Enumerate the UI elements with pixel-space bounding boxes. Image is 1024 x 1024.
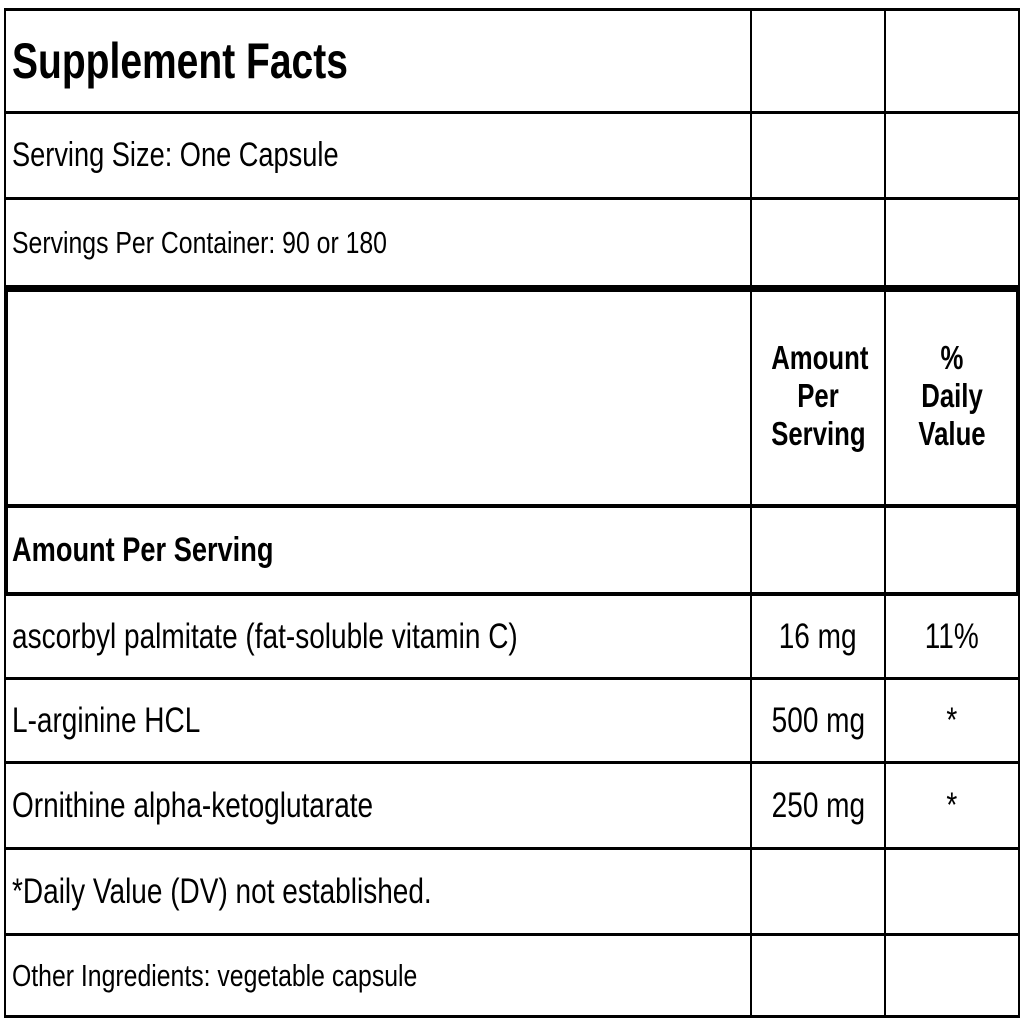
table-row xyxy=(4,596,1020,680)
title-row xyxy=(4,8,1020,114)
ingredient-amount: 250 mg xyxy=(771,785,865,825)
empty-cell xyxy=(752,508,886,593)
daily-value-header: % Daily Value xyxy=(918,339,986,452)
ingredient-amount-cell xyxy=(752,764,886,847)
supplement-facts-table xyxy=(4,8,1020,1018)
servings-per-container-cell xyxy=(6,200,752,285)
empty-cell xyxy=(886,11,1018,111)
empty-cell xyxy=(886,508,1018,593)
servings-per-container: Servings Per Container: 90 or 180 xyxy=(12,224,387,260)
ingredient-dv: * xyxy=(946,700,958,740)
ingredient-name-cell xyxy=(6,680,752,761)
other-ingredients-cell xyxy=(6,936,752,1015)
empty-cell xyxy=(752,936,886,1015)
ingredient-name: Ornithine alpha-ketoglutarate xyxy=(12,785,374,825)
other-ingredients: Other Ingredients: vegetable capsule xyxy=(12,957,418,993)
footnote-cell xyxy=(6,850,752,933)
daily-value-header-cell xyxy=(886,288,1018,504)
table-row xyxy=(4,764,1020,850)
footnote: *Daily Value (DV) not established. xyxy=(12,871,432,911)
ingredient-dv: 11% xyxy=(925,616,979,656)
amount-per-serving-header: Amount Per Serving xyxy=(771,339,869,452)
section-label: Amount Per Serving xyxy=(12,531,274,569)
other-ingredients-row xyxy=(4,936,1020,1018)
empty-cell xyxy=(752,11,886,111)
servings-per-container-row xyxy=(4,200,1020,288)
ingredient-amount-cell xyxy=(752,680,886,761)
empty-cell xyxy=(886,850,1018,933)
amount-header-cell xyxy=(752,288,886,504)
ingredient-name-cell xyxy=(6,764,752,847)
serving-size-row xyxy=(4,114,1020,200)
ingredient-dv-cell xyxy=(886,596,1018,677)
ingredient-amount: 16 mg xyxy=(779,616,857,656)
empty-cell xyxy=(886,200,1018,285)
empty-cell xyxy=(752,850,886,933)
column-header-row xyxy=(4,288,1020,508)
empty-cell xyxy=(752,114,886,197)
section-label-row xyxy=(4,508,1020,596)
ingredient-name: ascorbyl palmitate (fat-soluble vitamin C) xyxy=(12,616,518,656)
footnote-row xyxy=(4,850,1020,936)
empty-cell xyxy=(886,114,1018,197)
ingredient-amount: 500 mg xyxy=(771,700,865,740)
empty-cell xyxy=(886,936,1018,1015)
ingredient-name: L-arginine HCL xyxy=(12,700,201,740)
section-label-cell xyxy=(6,508,752,593)
ingredient-name-cell xyxy=(6,596,752,677)
empty-header-cell xyxy=(6,288,752,504)
empty-cell xyxy=(752,200,886,285)
serving-size-cell xyxy=(6,114,752,197)
title-cell xyxy=(6,11,752,111)
serving-size: Serving Size: One Capsule xyxy=(12,136,339,174)
ingredient-amount-cell xyxy=(752,596,886,677)
ingredient-dv-cell xyxy=(886,764,1018,847)
table-title: Supplement Facts xyxy=(12,33,348,89)
ingredient-dv: * xyxy=(946,785,958,825)
table-row xyxy=(4,680,1020,764)
ingredient-dv-cell xyxy=(886,680,1018,761)
